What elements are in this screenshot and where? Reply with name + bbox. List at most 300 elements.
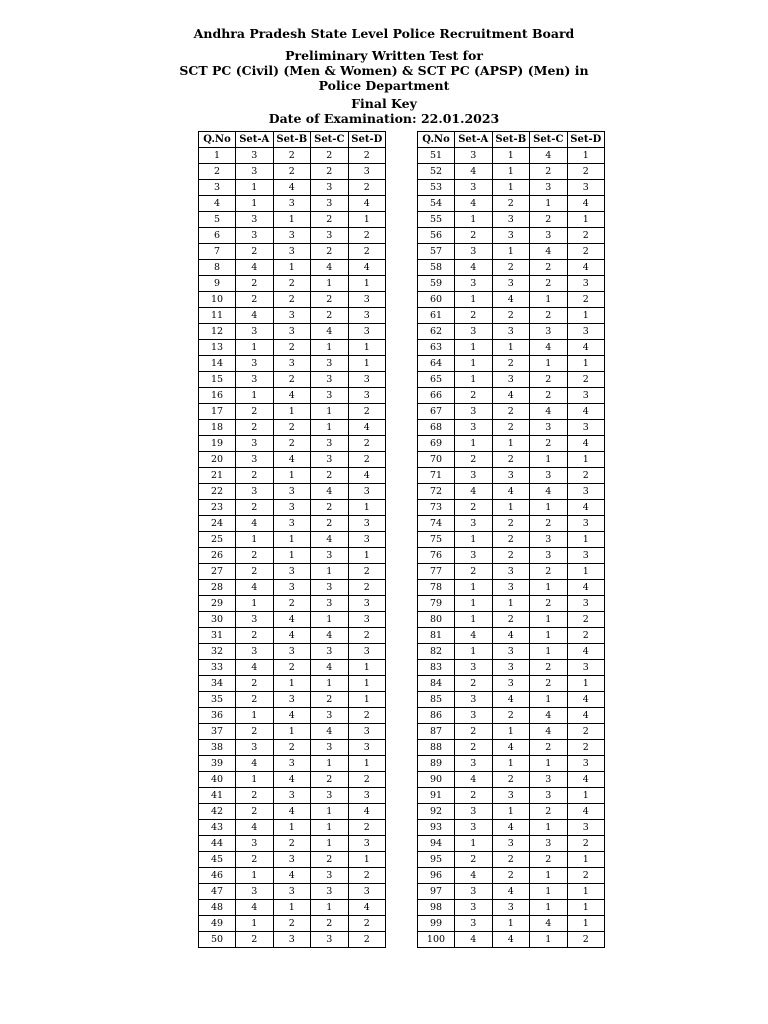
set-b-cell: 2 <box>273 164 311 180</box>
table-row <box>418 292 605 308</box>
qno-cell: 64 <box>418 356 455 372</box>
set-b-cell: 4 <box>273 388 311 404</box>
qno-cell: 82 <box>418 644 455 660</box>
set-a-cell: 3 <box>455 244 493 260</box>
set-d-cell: 3 <box>348 388 386 404</box>
set-d-cell: 3 <box>567 660 605 676</box>
set-b-cell: 2 <box>492 532 530 548</box>
set-b-cell: 3 <box>273 308 311 324</box>
qno-cell: 19 <box>199 436 236 452</box>
set-c-cell: 4 <box>530 724 568 740</box>
qno-cell: 23 <box>199 500 236 516</box>
set-b-cell: 1 <box>273 468 311 484</box>
set-c-cell: 1 <box>530 356 568 372</box>
set-b-cell: 3 <box>492 900 530 916</box>
table-row <box>199 916 386 932</box>
set-b-cell: 4 <box>492 388 530 404</box>
set-d-cell: 4 <box>567 708 605 724</box>
set-b-cell: 4 <box>492 820 530 836</box>
set-b-cell: 1 <box>492 724 530 740</box>
qno-cell: 80 <box>418 612 455 628</box>
table-row <box>199 420 386 436</box>
set-d-cell: 2 <box>567 740 605 756</box>
set-c-cell: 1 <box>530 692 568 708</box>
header-set-c: Set-C <box>311 132 349 148</box>
set-d-cell: 3 <box>567 484 605 500</box>
qno-cell: 68 <box>418 420 455 436</box>
set-d-cell: 1 <box>567 356 605 372</box>
qno-cell: 95 <box>418 852 455 868</box>
set-d-cell: 3 <box>348 532 386 548</box>
table-row <box>199 228 386 244</box>
qno-cell: 55 <box>418 212 455 228</box>
qno-cell: 73 <box>418 500 455 516</box>
set-c-cell: 3 <box>311 708 349 724</box>
table-row <box>418 212 605 228</box>
table-row <box>418 868 605 884</box>
set-c-cell: 3 <box>530 836 568 852</box>
table-row <box>418 660 605 676</box>
set-b-cell: 3 <box>273 516 311 532</box>
set-a-cell: 2 <box>236 628 274 644</box>
set-a-cell: 1 <box>236 388 274 404</box>
table-row <box>199 708 386 724</box>
table-row <box>418 388 605 404</box>
qno-cell: 61 <box>418 308 455 324</box>
set-d-cell: 3 <box>348 596 386 612</box>
set-b-cell: 1 <box>273 532 311 548</box>
table-row <box>418 452 605 468</box>
qno-cell: 57 <box>418 244 455 260</box>
qno-cell: 96 <box>418 868 455 884</box>
qno-cell: 65 <box>418 372 455 388</box>
set-a-cell: 3 <box>236 164 274 180</box>
table-row <box>199 484 386 500</box>
set-b-cell: 3 <box>273 356 311 372</box>
qno-cell: 94 <box>418 836 455 852</box>
qno-cell: 75 <box>418 532 455 548</box>
table-row <box>418 148 605 164</box>
set-d-cell: 1 <box>348 500 386 516</box>
set-c-cell: 2 <box>530 372 568 388</box>
set-a-cell: 1 <box>236 916 274 932</box>
set-b-cell: 3 <box>492 644 530 660</box>
set-b-cell: 3 <box>492 788 530 804</box>
set-a-cell: 3 <box>455 900 493 916</box>
set-a-cell: 4 <box>236 308 274 324</box>
qno-cell: 24 <box>199 516 236 532</box>
table-row <box>199 852 386 868</box>
set-b-cell: 3 <box>492 276 530 292</box>
qno-cell: 35 <box>199 692 236 708</box>
set-a-cell: 4 <box>236 260 274 276</box>
set-d-cell: 2 <box>348 772 386 788</box>
table-row <box>418 788 605 804</box>
set-c-cell: 2 <box>530 164 568 180</box>
set-d-cell: 3 <box>348 164 386 180</box>
set-b-cell: 4 <box>273 708 311 724</box>
set-d-cell: 3 <box>348 788 386 804</box>
set-b-cell: 2 <box>273 148 311 164</box>
table-row <box>199 180 386 196</box>
set-c-cell: 4 <box>530 244 568 260</box>
set-c-cell: 1 <box>311 420 349 436</box>
table-row <box>418 356 605 372</box>
answer-key-table-left <box>198 131 386 948</box>
qno-cell: 45 <box>199 852 236 868</box>
header-set-b: Set-B <box>273 132 311 148</box>
set-d-cell: 2 <box>567 244 605 260</box>
set-d-cell: 3 <box>348 372 386 388</box>
set-a-cell: 1 <box>236 868 274 884</box>
set-b-cell: 2 <box>273 916 311 932</box>
set-b-cell: 1 <box>492 180 530 196</box>
set-a-cell: 4 <box>236 820 274 836</box>
set-a-cell: 4 <box>455 772 493 788</box>
set-d-cell: 3 <box>567 820 605 836</box>
set-d-cell: 3 <box>567 756 605 772</box>
table-row <box>418 548 605 564</box>
set-b-cell: 1 <box>492 244 530 260</box>
set-a-cell: 1 <box>455 340 493 356</box>
set-b-cell: 2 <box>273 292 311 308</box>
set-a-cell: 3 <box>455 148 493 164</box>
set-b-cell: 1 <box>273 900 311 916</box>
set-d-cell: 3 <box>348 836 386 852</box>
table-header-row <box>418 132 605 148</box>
table-row <box>199 724 386 740</box>
set-a-cell: 1 <box>455 836 493 852</box>
set-c-cell: 1 <box>530 628 568 644</box>
qno-cell: 70 <box>418 452 455 468</box>
qno-cell: 97 <box>418 884 455 900</box>
set-a-cell: 2 <box>455 452 493 468</box>
header-qno: Q.No <box>418 132 455 148</box>
set-b-cell: 4 <box>492 628 530 644</box>
set-b-cell: 2 <box>492 708 530 724</box>
set-d-cell: 2 <box>567 292 605 308</box>
table-row <box>418 500 605 516</box>
table-row <box>199 244 386 260</box>
set-d-cell: 4 <box>567 196 605 212</box>
set-b-cell: 4 <box>492 692 530 708</box>
set-b-cell: 3 <box>492 228 530 244</box>
table-row <box>418 628 605 644</box>
table-row <box>199 212 386 228</box>
set-c-cell: 4 <box>311 660 349 676</box>
table-row <box>418 740 605 756</box>
qno-cell: 54 <box>418 196 455 212</box>
qno-cell: 14 <box>199 356 236 372</box>
table-row <box>418 884 605 900</box>
qno-cell: 93 <box>418 820 455 836</box>
set-d-cell: 3 <box>348 292 386 308</box>
set-a-cell: 4 <box>236 516 274 532</box>
set-c-cell: 3 <box>311 436 349 452</box>
table-row <box>418 372 605 388</box>
table-row <box>418 932 605 948</box>
table-row <box>418 164 605 180</box>
qno-cell: 100 <box>418 932 455 948</box>
qno-cell: 13 <box>199 340 236 356</box>
qno-cell: 33 <box>199 660 236 676</box>
qno-cell: 40 <box>199 772 236 788</box>
set-a-cell: 4 <box>455 164 493 180</box>
table-row <box>418 692 605 708</box>
set-a-cell: 4 <box>236 756 274 772</box>
set-d-cell: 1 <box>567 916 605 932</box>
qno-cell: 86 <box>418 708 455 724</box>
set-a-cell: 3 <box>236 836 274 852</box>
set-a-cell: 3 <box>455 404 493 420</box>
set-b-cell: 2 <box>492 452 530 468</box>
qno-cell: 79 <box>418 596 455 612</box>
set-d-cell: 2 <box>348 244 386 260</box>
set-d-cell: 2 <box>567 372 605 388</box>
set-c-cell: 3 <box>311 388 349 404</box>
set-d-cell: 3 <box>567 180 605 196</box>
set-d-cell: 2 <box>567 628 605 644</box>
set-d-cell: 4 <box>567 580 605 596</box>
set-a-cell: 3 <box>236 228 274 244</box>
set-c-cell: 2 <box>530 276 568 292</box>
set-a-cell: 2 <box>236 692 274 708</box>
header-set-a: Set-A <box>455 132 493 148</box>
qno-cell: 52 <box>418 164 455 180</box>
set-c-cell: 1 <box>311 676 349 692</box>
set-d-cell: 3 <box>348 724 386 740</box>
test-title-line-2: SCT PC (Civil) (Men & Women) & SCT PC (APSP) (Men) in <box>179 63 589 78</box>
qno-cell: 17 <box>199 404 236 420</box>
set-a-cell: 2 <box>236 676 274 692</box>
set-a-cell: 1 <box>236 708 274 724</box>
table-row <box>199 532 386 548</box>
qno-cell: 60 <box>418 292 455 308</box>
set-c-cell: 2 <box>311 468 349 484</box>
table-row <box>199 292 386 308</box>
set-c-cell: 2 <box>530 388 568 404</box>
set-b-cell: 3 <box>273 564 311 580</box>
qno-cell: 74 <box>418 516 455 532</box>
set-d-cell: 3 <box>348 516 386 532</box>
set-a-cell: 3 <box>455 548 493 564</box>
set-c-cell: 3 <box>530 228 568 244</box>
set-c-cell: 3 <box>530 180 568 196</box>
set-b-cell: 2 <box>492 516 530 532</box>
header-qno: Q.No <box>199 132 236 148</box>
qno-cell: 5 <box>199 212 236 228</box>
set-d-cell: 1 <box>567 788 605 804</box>
set-a-cell: 3 <box>455 420 493 436</box>
set-a-cell: 1 <box>455 644 493 660</box>
set-b-cell: 3 <box>492 836 530 852</box>
table-row <box>199 436 386 452</box>
qno-cell: 31 <box>199 628 236 644</box>
table-row <box>418 468 605 484</box>
qno-cell: 29 <box>199 596 236 612</box>
set-a-cell: 1 <box>236 772 274 788</box>
set-a-cell: 1 <box>236 532 274 548</box>
table-row <box>199 932 386 948</box>
qno-cell: 72 <box>418 484 455 500</box>
set-b-cell: 3 <box>273 932 311 948</box>
qno-cell: 47 <box>199 884 236 900</box>
set-a-cell: 2 <box>236 852 274 868</box>
set-c-cell: 1 <box>311 340 349 356</box>
table-row <box>418 724 605 740</box>
set-c-cell: 1 <box>530 292 568 308</box>
set-c-cell: 4 <box>311 532 349 548</box>
set-a-cell: 2 <box>236 548 274 564</box>
set-c-cell: 1 <box>530 612 568 628</box>
set-a-cell: 3 <box>236 644 274 660</box>
qno-cell: 16 <box>199 388 236 404</box>
header-set-b: Set-B <box>492 132 530 148</box>
table-row <box>199 468 386 484</box>
qno-cell: 85 <box>418 692 455 708</box>
set-b-cell: 3 <box>273 228 311 244</box>
set-a-cell: 3 <box>455 468 493 484</box>
table-row <box>418 580 605 596</box>
set-d-cell: 2 <box>348 148 386 164</box>
set-b-cell: 1 <box>492 804 530 820</box>
table-row <box>418 564 605 580</box>
set-a-cell: 3 <box>455 820 493 836</box>
set-a-cell: 1 <box>455 436 493 452</box>
test-title-line-1: Preliminary Written Test for <box>285 48 483 63</box>
set-d-cell: 4 <box>567 340 605 356</box>
set-c-cell: 3 <box>311 596 349 612</box>
qno-cell: 58 <box>418 260 455 276</box>
set-b-cell: 3 <box>492 580 530 596</box>
set-b-cell: 2 <box>492 548 530 564</box>
table-row <box>418 852 605 868</box>
table-row <box>418 532 605 548</box>
set-b-cell: 4 <box>492 484 530 500</box>
set-a-cell: 3 <box>236 372 274 388</box>
set-d-cell: 1 <box>567 148 605 164</box>
qno-cell: 20 <box>199 452 236 468</box>
set-d-cell: 2 <box>348 708 386 724</box>
set-a-cell: 1 <box>455 596 493 612</box>
set-b-cell: 3 <box>492 324 530 340</box>
qno-cell: 66 <box>418 388 455 404</box>
qno-cell: 51 <box>418 148 455 164</box>
set-a-cell: 2 <box>236 564 274 580</box>
set-c-cell: 2 <box>311 500 349 516</box>
set-d-cell: 3 <box>348 484 386 500</box>
set-d-cell: 3 <box>348 740 386 756</box>
set-b-cell: 4 <box>273 628 311 644</box>
set-c-cell: 3 <box>530 788 568 804</box>
table-row <box>199 756 386 772</box>
set-b-cell: 3 <box>492 676 530 692</box>
set-b-cell: 2 <box>492 868 530 884</box>
table-row <box>199 788 386 804</box>
table-row <box>199 404 386 420</box>
qno-cell: 6 <box>199 228 236 244</box>
set-b-cell: 1 <box>492 164 530 180</box>
table-row <box>199 804 386 820</box>
qno-cell: 84 <box>418 676 455 692</box>
qno-cell: 76 <box>418 548 455 564</box>
set-b-cell: 3 <box>273 756 311 772</box>
set-a-cell: 4 <box>455 196 493 212</box>
set-c-cell: 2 <box>530 740 568 756</box>
set-c-cell: 3 <box>311 180 349 196</box>
table-row <box>199 820 386 836</box>
set-d-cell: 1 <box>348 756 386 772</box>
set-c-cell: 4 <box>530 404 568 420</box>
set-c-cell: 1 <box>530 452 568 468</box>
set-c-cell: 3 <box>311 644 349 660</box>
set-b-cell: 1 <box>273 404 311 420</box>
set-c-cell: 2 <box>530 852 568 868</box>
set-b-cell: 2 <box>492 404 530 420</box>
set-d-cell: 1 <box>567 852 605 868</box>
set-c-cell: 3 <box>530 772 568 788</box>
set-d-cell: 2 <box>348 228 386 244</box>
set-c-cell: 1 <box>311 836 349 852</box>
set-d-cell: 4 <box>567 500 605 516</box>
exam-date: Date of Examination: 22.01.2023 <box>268 111 500 126</box>
set-d-cell: 4 <box>348 468 386 484</box>
set-d-cell: 3 <box>348 884 386 900</box>
qno-cell: 15 <box>199 372 236 388</box>
qno-cell: 9 <box>199 276 236 292</box>
set-c-cell: 4 <box>311 324 349 340</box>
qno-cell: 10 <box>199 292 236 308</box>
qno-cell: 21 <box>199 468 236 484</box>
table-row <box>418 516 605 532</box>
set-c-cell: 1 <box>530 900 568 916</box>
set-c-cell: 2 <box>530 436 568 452</box>
set-b-cell: 2 <box>492 612 530 628</box>
set-c-cell: 1 <box>530 932 568 948</box>
qno-cell: 92 <box>418 804 455 820</box>
set-c-cell: 4 <box>311 260 349 276</box>
set-b-cell: 2 <box>492 308 530 324</box>
set-a-cell: 3 <box>236 612 274 628</box>
set-c-cell: 4 <box>530 340 568 356</box>
set-c-cell: 1 <box>530 500 568 516</box>
set-a-cell: 4 <box>455 932 493 948</box>
set-a-cell: 1 <box>236 340 274 356</box>
set-d-cell: 1 <box>348 356 386 372</box>
set-c-cell: 1 <box>530 868 568 884</box>
qno-cell: 18 <box>199 420 236 436</box>
qno-cell: 37 <box>199 724 236 740</box>
table-row <box>199 868 386 884</box>
table-row <box>418 404 605 420</box>
set-d-cell: 3 <box>567 388 605 404</box>
qno-cell: 22 <box>199 484 236 500</box>
qno-cell: 87 <box>418 724 455 740</box>
table-row <box>199 500 386 516</box>
set-a-cell: 2 <box>236 292 274 308</box>
set-c-cell: 2 <box>530 564 568 580</box>
set-a-cell: 2 <box>236 932 274 948</box>
set-c-cell: 2 <box>311 148 349 164</box>
set-d-cell: 1 <box>567 452 605 468</box>
set-c-cell: 1 <box>311 564 349 580</box>
set-a-cell: 3 <box>455 708 493 724</box>
set-a-cell: 3 <box>236 356 274 372</box>
set-a-cell: 2 <box>236 468 274 484</box>
qno-cell: 30 <box>199 612 236 628</box>
qno-cell: 49 <box>199 916 236 932</box>
set-b-cell: 1 <box>273 724 311 740</box>
